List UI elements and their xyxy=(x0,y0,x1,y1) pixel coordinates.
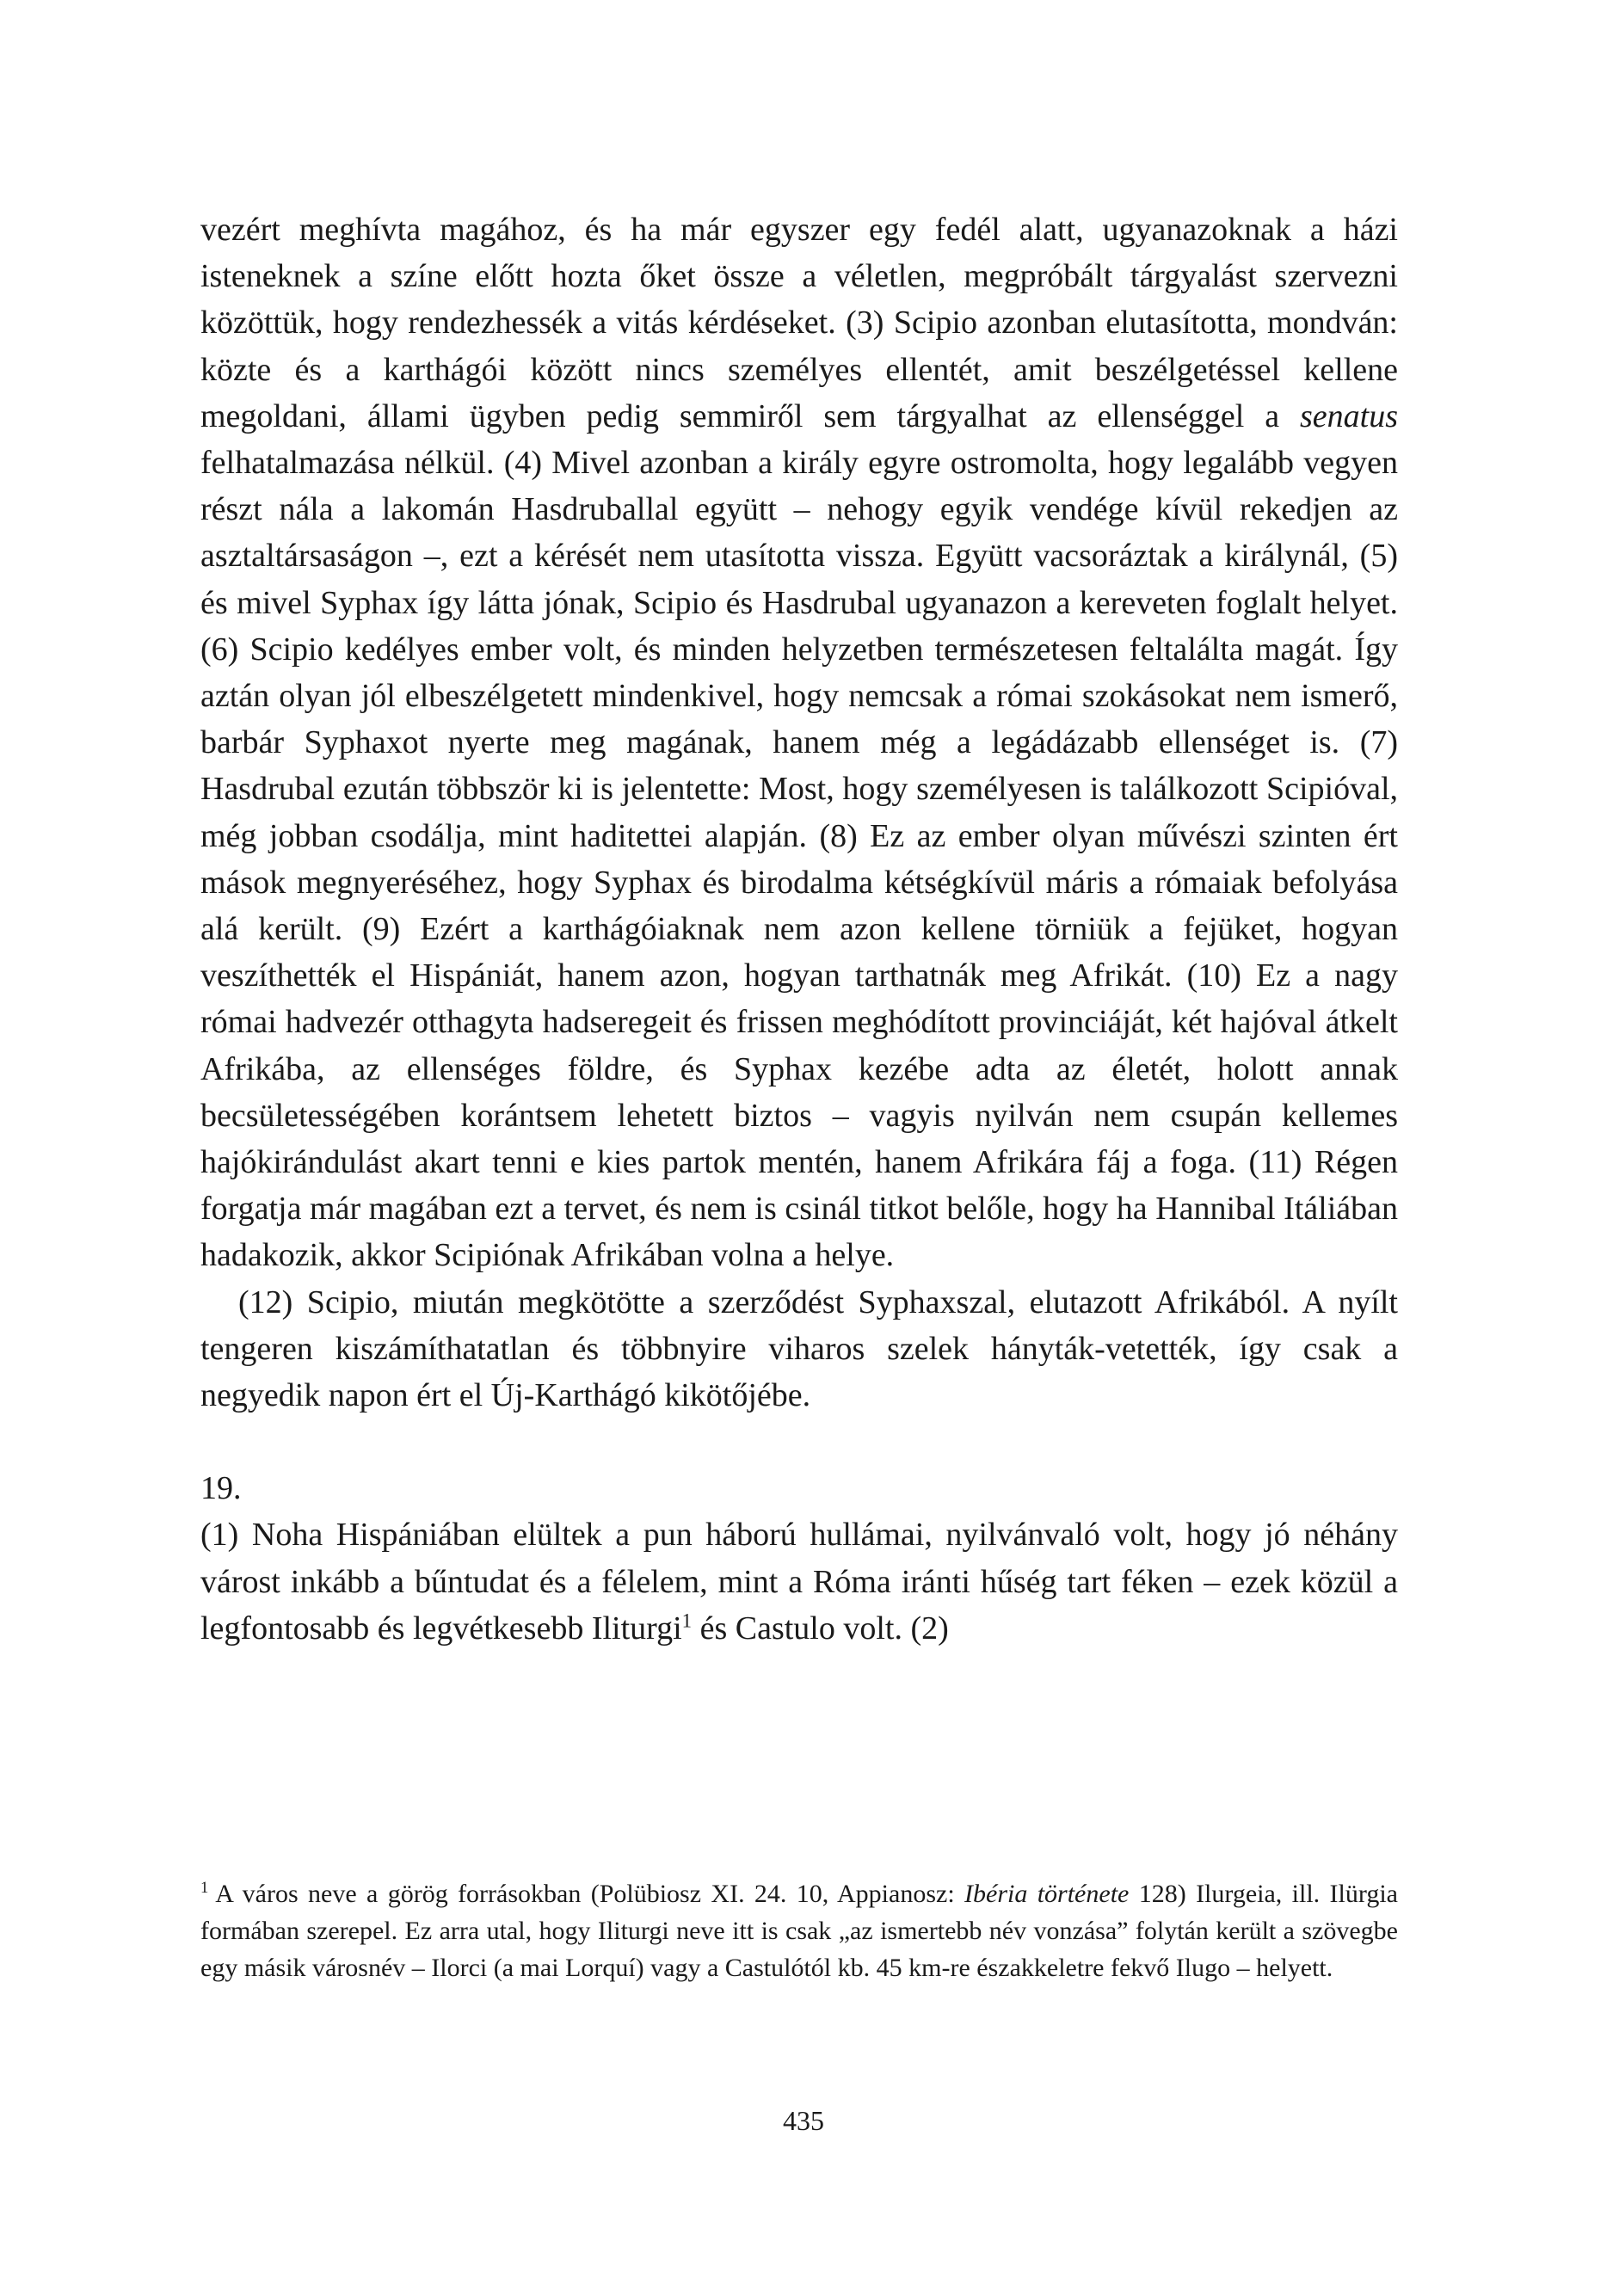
footnotes xyxy=(200,1875,1398,1986)
page-body xyxy=(200,206,1398,1652)
section-number: 19. xyxy=(200,1470,242,1507)
paragraph-text: és Castulo volt. (2) xyxy=(692,1610,949,1647)
section-gap xyxy=(200,1419,1398,1465)
paragraph: (12) Scipio, miután megkötötte a szerződést Syphaxszal, elutazott Afrikából. A nyílt tengeren kiszámíthatatlan és többnyire viharos szelek hányták-vetették, így csak a negyedik napon ért el Új-Karthágó kikötőjébe. xyxy=(200,1283,1398,1414)
paragraph xyxy=(200,1511,1398,1652)
paragraph-continuation xyxy=(200,206,1398,1279)
italic-title: Ibéria története xyxy=(964,1880,1130,1908)
page-number: 435 xyxy=(783,2105,824,2136)
footnote-text: A város neve a görög forrásokban (Polübiosz XI. 24. 10, Appianosz: xyxy=(215,1880,965,1908)
italic-term: senatus xyxy=(1300,397,1398,434)
footnote-reference[interactable]: 1 xyxy=(681,1610,693,1632)
footnote-text: 128) Ilurgeia, ill. Ilürgia formában szerepel. Ez arra utal, hogy Iliturgi neve itt is csak „az ismertebb név vonzása” folytán került a szövegbe egy másik városnév – Ilorci (a mai Lorquí) vagy a Castulótól kb. 45 km-re északkeletre fekvő Ilugo – helyett. xyxy=(200,1880,1398,1982)
main-text xyxy=(200,206,1398,1652)
paragraph-text: felhatalmazása nélkül. (4) Mivel azonban a király egyre ostromolta, hogy legalább vegyen részt nála a lakomán Hasdruballal együtt – nehogy egyik vendége kívül rekedjen az asztaltársaságon –, ezt a kérését nem utasította vissza. Együtt vacsoráztak a királynál, (5) és mivel Syphax így látta jónak, Scipio és Hasdrubal ugyanazon a kereveten foglalt helyet. (6) Scipio kedélyes ember volt, és minden helyzetben természetesen feltalálta magát. Így aztán olyan jól elbeszélgetett mindenkivel, hogy nemcsak a római szokásokat nem ismerő, barbár Syphaxot nyerte meg magának, hanem még a legádázabb ellenséget is. (7) Hasdrubal ezután többször ki is jelentette: Most, hogy személyesen is találkozott Scipióval, még jobban csodálja, mint haditettei alapján. (8) Ez az ember olyan művészi szinten ért mások megnyeréséhez, hogy Syphax és birodalma kétségkívül máris a rómaiak befolyása alá került. (9) Ezért a karthágóiaknak nem azon kellene törniük a fejüket, hogyan veszíthették el Hispániát, hanem azon, hogyan tarthatnák meg Afrikát. (10) Ez a nagy római hadvezér otthagyta hadseregeit és frissen meghódított provinciáját, két hajóval átkelt Afrikába, az ellenséges földre, és Syphax kezébe adta az életét, holott annak becsületességében korántsem lehetett biztos – vagyis nyilván nem csupán kellemes hajókirándulást akart tenni e kies partok mentén, hanem Afrikára fáj a foga. (11) Régen forgatja már magában ezt a tervet, és nem is csinál titkot belőle, hogy ha Hannibal Itáliában hadakozik, akkor Scipiónak Afrikában volna a helye. xyxy=(200,445,1398,1274)
paragraph-text: vezért meghívta magához, és ha már egyszer egy fedél alatt, ugyanazoknak a házi isteneknek a színe előtt hozta őket össze a véletlen, megpróbált tárgyalást szervezni közöttük, hogy rendezhessék a vitás kérdéseket. (3) Scipio azonban elutasította, mondván: közte és a karthágói között nincs személyes ellentét, amit beszélgetéssel kellene megoldani, állami ügyben pedig semmiről sem tárgyalhat az ellenséggel a xyxy=(200,212,1398,434)
footnote-mark: 1 xyxy=(200,1879,209,1897)
footnote xyxy=(200,1875,1398,1986)
paragraph-text: (1) Noha Hispániában elültek a pun háború hullámai, nyilvánvaló volt, hogy jó néhány várost inkább a bűntudat és a félelem, mint a Róma iránti hűség tart féken – ezek közül a legfontosabb és legvétkesebb Iliturgi xyxy=(200,1517,1398,1647)
